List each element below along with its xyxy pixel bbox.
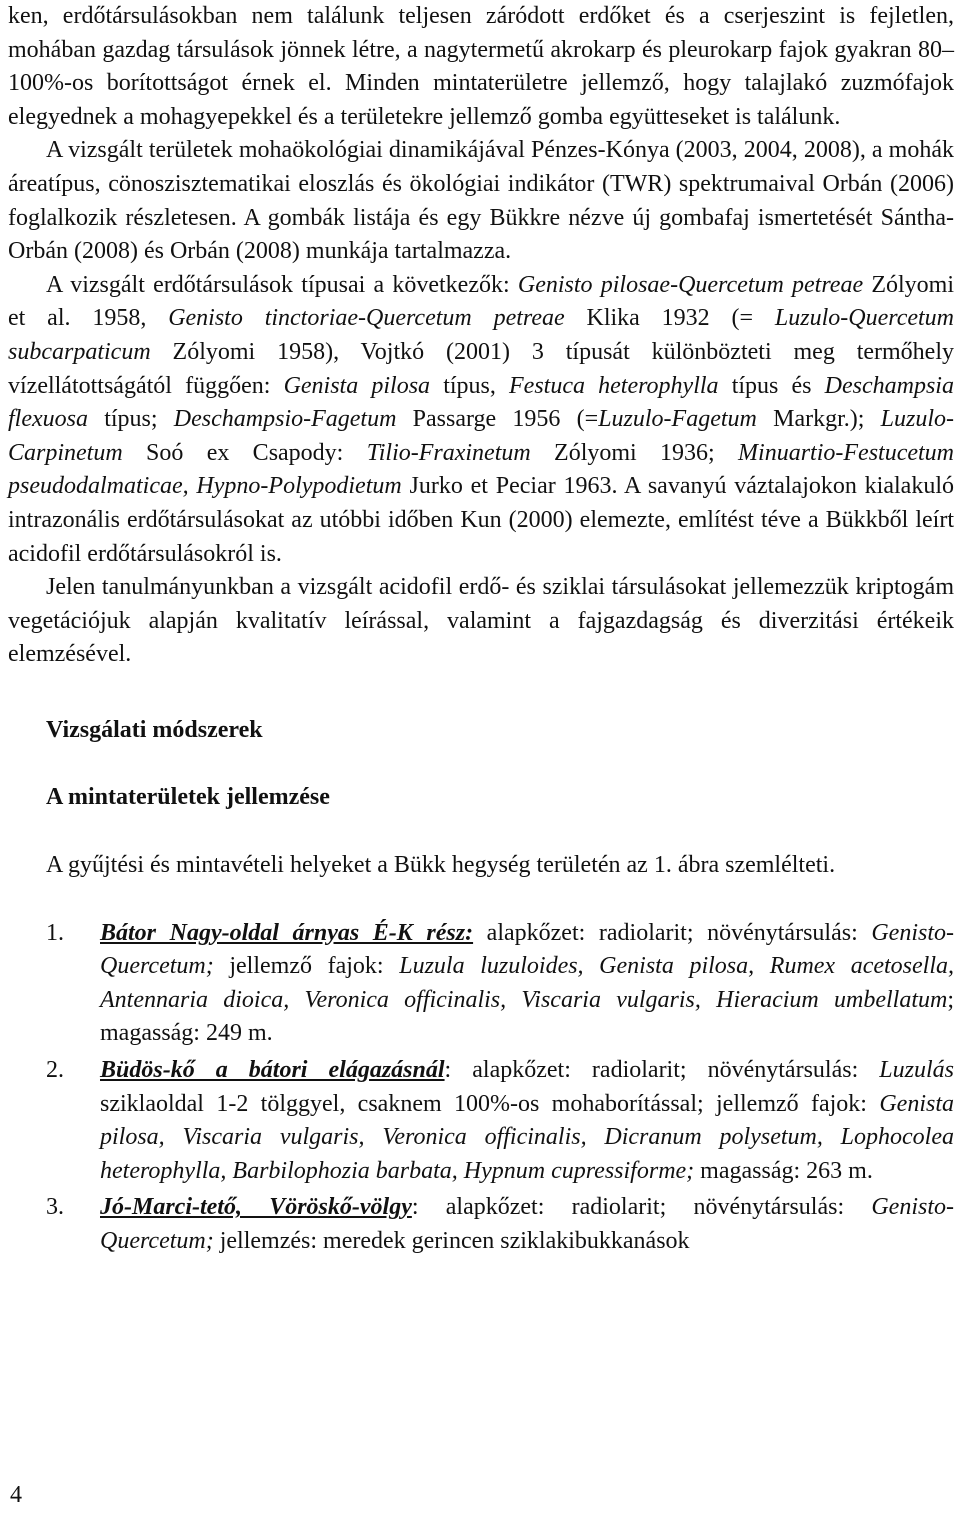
paragraph-collection-sites [8,849,954,883]
text-run: Passarge 1956 (= [396,406,599,433]
text-run: Zólyomi et al. 1958, [8,271,954,332]
text-run: sziklaoldal 1-2 tölggyel, csaknem 100%-os mohaborítással; jellemző fajok: [100,1090,880,1117]
subsection-heading-sample-areas: A mintaterületek jellemzése [46,784,330,811]
text-run: ; magasság: 249 m. [100,986,954,1047]
text-run: Genisto pilosae-Quercetum petreae [517,271,864,298]
paragraph-moss-ecology [8,134,954,268]
text-run: Jó-Marci-tető, Vöröskő-völgy [100,1194,412,1221]
text-run: Deschampsia flexuosa [8,372,954,433]
text-run: típus, [430,372,510,399]
list-item-number: 1. [46,919,64,946]
text-run: jellemző fajok: [213,953,400,980]
text-run: Luzulás [879,1057,954,1084]
paragraph-intro-continued [8,0,954,134]
text-run: típus; [87,406,174,433]
text-run: Markgr.); [756,406,881,433]
page-number: 4 [10,1482,22,1508]
text-run: Deschampsio-Fagetum [173,406,397,433]
text-run: magasság: 263 m. [694,1157,873,1184]
list-item-text [100,920,954,1047]
text-run: Zólyomi 1958), Vojtkó (2001) 3 típusát különbözteti meg termőhely vízellátottságától függően: [8,338,954,399]
list-item [8,1054,954,1188]
text-run: Genista pilosa, Viscaria vulgaris, Veronica officinalis, Dicranum polysetum, Lophocolea heterophylla, Barbilophozia barbata, Hypnum cupressiforme; [100,1090,954,1184]
text-run: Büdös-kő a bátori elágazásnál [100,1057,445,1084]
text-run: Luzula luzuloides, Genista pilosa, Rumex acetosella, Antennaria dioica, Veronica officinalis, Viscaria vulgaris, Hieracium umbellatum [100,953,955,1013]
text-run: A vizsgált erdőtársulások típusai a következők: [46,271,518,298]
text-run: típus és [718,372,825,399]
text-run: alapkőzet: radiolarit; növénytársulás: [473,919,872,946]
text-run: Luzulo-Quercetum subcarpaticum [8,305,955,365]
text-run: Minuartio-Festucetum pseudodalmaticae, Hypno-Polypodietum [8,439,954,500]
section-heading-methods: Vizsgálati módszerek [46,716,263,743]
text-run: Soó ex Csapody: [122,439,367,466]
text-run: Jelen tanulmányunkban a vizsgált acidofil erdő- és sziklai társulásokat jellemezzük kriptogám vegetációjuk alapján kvalitatív leírással, valamint a fajgazdagság és diverzitási értékeik elemzésével. [8,574,954,668]
text-run: Genista pilosa [283,372,431,399]
text-run: Jurko et Peciar 1963. A savanyú váztalajokon kialakuló intrazonális erdőtársulásokat az utóbbi időben Kun (2000) elemezte, említést téve a Bükkből leírt acidofil erdőtársulásokról is. [8,473,954,567]
list-item [8,917,954,1051]
list-item-text [100,1057,954,1184]
text-run: A gyűjtési és mintavételi helyeket a Bükk hegység területén az 1. ábra szemlélteti. [46,852,836,879]
text-run: Luzulo-Fagetum [598,406,757,433]
paragraph-study-aim [8,571,954,672]
text-run: Tilio-Fraxinetum [366,439,531,466]
text-run: Klika 1932 (= [564,305,775,332]
text-run: Luzulo-Carpinetum [8,406,955,466]
text-run: Zólyomi 1936; [530,439,739,466]
paragraph-forest-types [8,269,954,571]
text-run: A vizsgált területek mohaökológiai dinamikájával Pénzes-Kónya (2003, 2004, 2008), a mohák áreatípus, cönoszisztematikai eloszlás és ökológiai indikátor (TWR) spektrumaival Orbán (2006) foglalkozik részletesen. A gombák listája és egy Bükkre nézve új gombafaj ismertetését Sántha-Orbán (2008) és Orbán (2008) munkája tartalmazza. [8,137,954,265]
sample-site-list [8,917,954,1259]
text-run: Genisto-Quercetum; [100,1194,954,1254]
list-item-text [100,1194,954,1254]
list-item-number: 2. [46,1057,64,1084]
text-run: : alapkőzet: radiolarit; növénytársulás: [411,1194,872,1221]
text-run: Genisto-Quercetum; [100,919,954,980]
text-run: Festuca heterophylla [509,372,719,399]
text-run: jellemzés: meredek gerincen sziklakibukkanások [213,1228,690,1254]
text-run: Bátor Nagy-oldal árnyas É-K rész: [100,919,474,946]
document-page [8,0,954,1262]
text-run: : alapkőzet: radiolarit; növénytársulás: [444,1057,880,1084]
text-run: Genisto tinctoriae-Quercetum petreae [168,305,565,332]
list-item [8,1191,954,1258]
text-run: ken, erdőtársulásokban nem találunk teljesen záródott erdőket és a cserjeszint is fejletlen, mohában gazdag társulások jönnek létre, a nagytermetű akrokarp és pleurokarp fajok gyakran 80–100%-os borítottságot érnek el. Minden mintaterületre jellemző, hogy talajlakó zuzmófajok elegyednek a mohagyepekkel és a területekre jellemző gomba együtteseket is találunk. [8,3,954,130]
list-item-number: 3. [46,1194,64,1221]
